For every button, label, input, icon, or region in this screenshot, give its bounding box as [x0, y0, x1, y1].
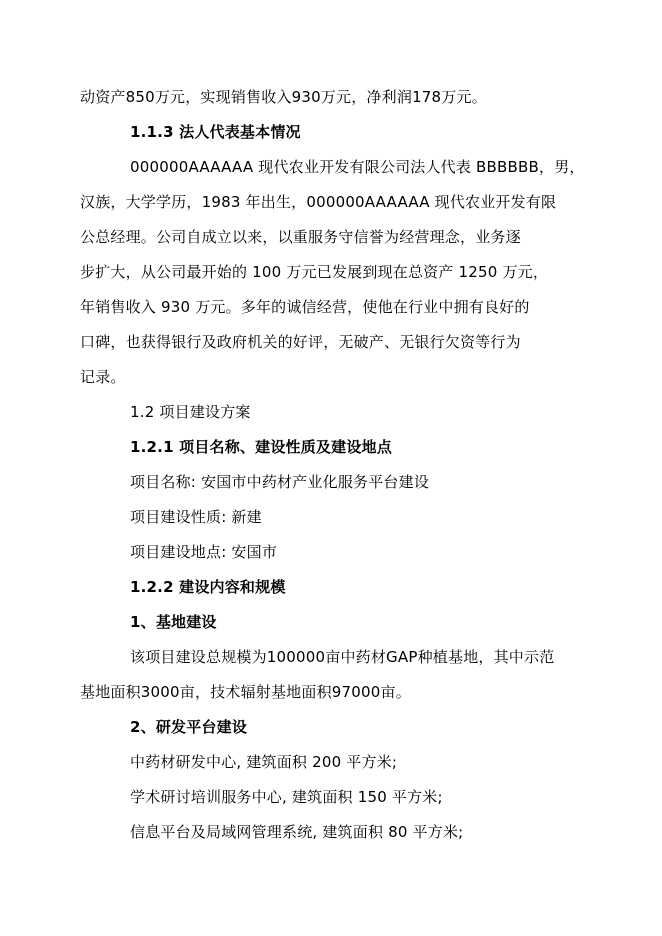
heading-1-2-1-project-name: 1.2.1 项目名称、建设性质及建设地点: [130, 438, 392, 456]
heading-1-2-project-plan: 1.2 项目建设方案: [130, 403, 251, 421]
paragraph-line-base-1: 该项目建设总规模为100000亩中药材GAP种植基地，其中示范: [130, 648, 555, 666]
heading-1-1-3-legal-rep: 1.1.3 法人代表基本情况: [130, 123, 301, 141]
heading-base-construction: 1、基地建设: [130, 613, 217, 631]
paragraph-line-legal-rep-6: 口碑，也获得银行及政府机关的好评，无破产、无银行欠资等行为: [80, 333, 521, 351]
paragraph-line-base-2: 基地面积3000亩，技术辐射基地面积97000亩。: [80, 683, 411, 701]
paragraph-line-assets: 动资产850万元，实现销售收入930万元，净利润178万元。: [80, 88, 487, 106]
project-location-line: 项目建设地点: 安国市: [130, 543, 278, 561]
info-platform-line: 信息平台及局域网管理系统, 建筑面积 80 平方米;: [130, 823, 464, 841]
heading-rd-platform: 2、研发平台建设: [130, 718, 248, 736]
project-nature-line: 项目建设性质: 新建: [130, 508, 262, 526]
paragraph-line-legal-rep-3: 公总经理。公司自成立以来，以重服务守信誉为经营理念，业务逐: [80, 228, 521, 246]
training-center-line: 学术研讨培训服务中心, 建筑面积 150 平方米;: [130, 788, 443, 806]
paragraph-line-legal-rep-5: 年销售收入 930 万元。多年的诚信经营，使他在行业中拥有良好的: [80, 298, 530, 316]
paragraph-line-legal-rep-4: 步扩大，从公司最开始的 100 万元已发展到现在总资产 1250 万元，: [80, 263, 549, 281]
paragraph-line-legal-rep-1: 000000AAAAAA 现代农业开发有限公司法人代表 BBBBBB，男，: [130, 158, 585, 176]
heading-1-2-2-content-scale: 1.2.2 建设内容和规模: [130, 578, 286, 596]
paragraph-line-legal-rep-7: 记录。: [80, 368, 126, 386]
project-name-line: 项目名称: 安国市中药材产业化服务平台建设: [130, 473, 430, 491]
rd-center-line: 中药材研发中心, 建筑面积 200 平方米;: [130, 753, 398, 771]
paragraph-line-legal-rep-2: 汉族，大学学历，1983 年出生，000000AAAAAA 现代农业开发有限: [80, 193, 557, 211]
